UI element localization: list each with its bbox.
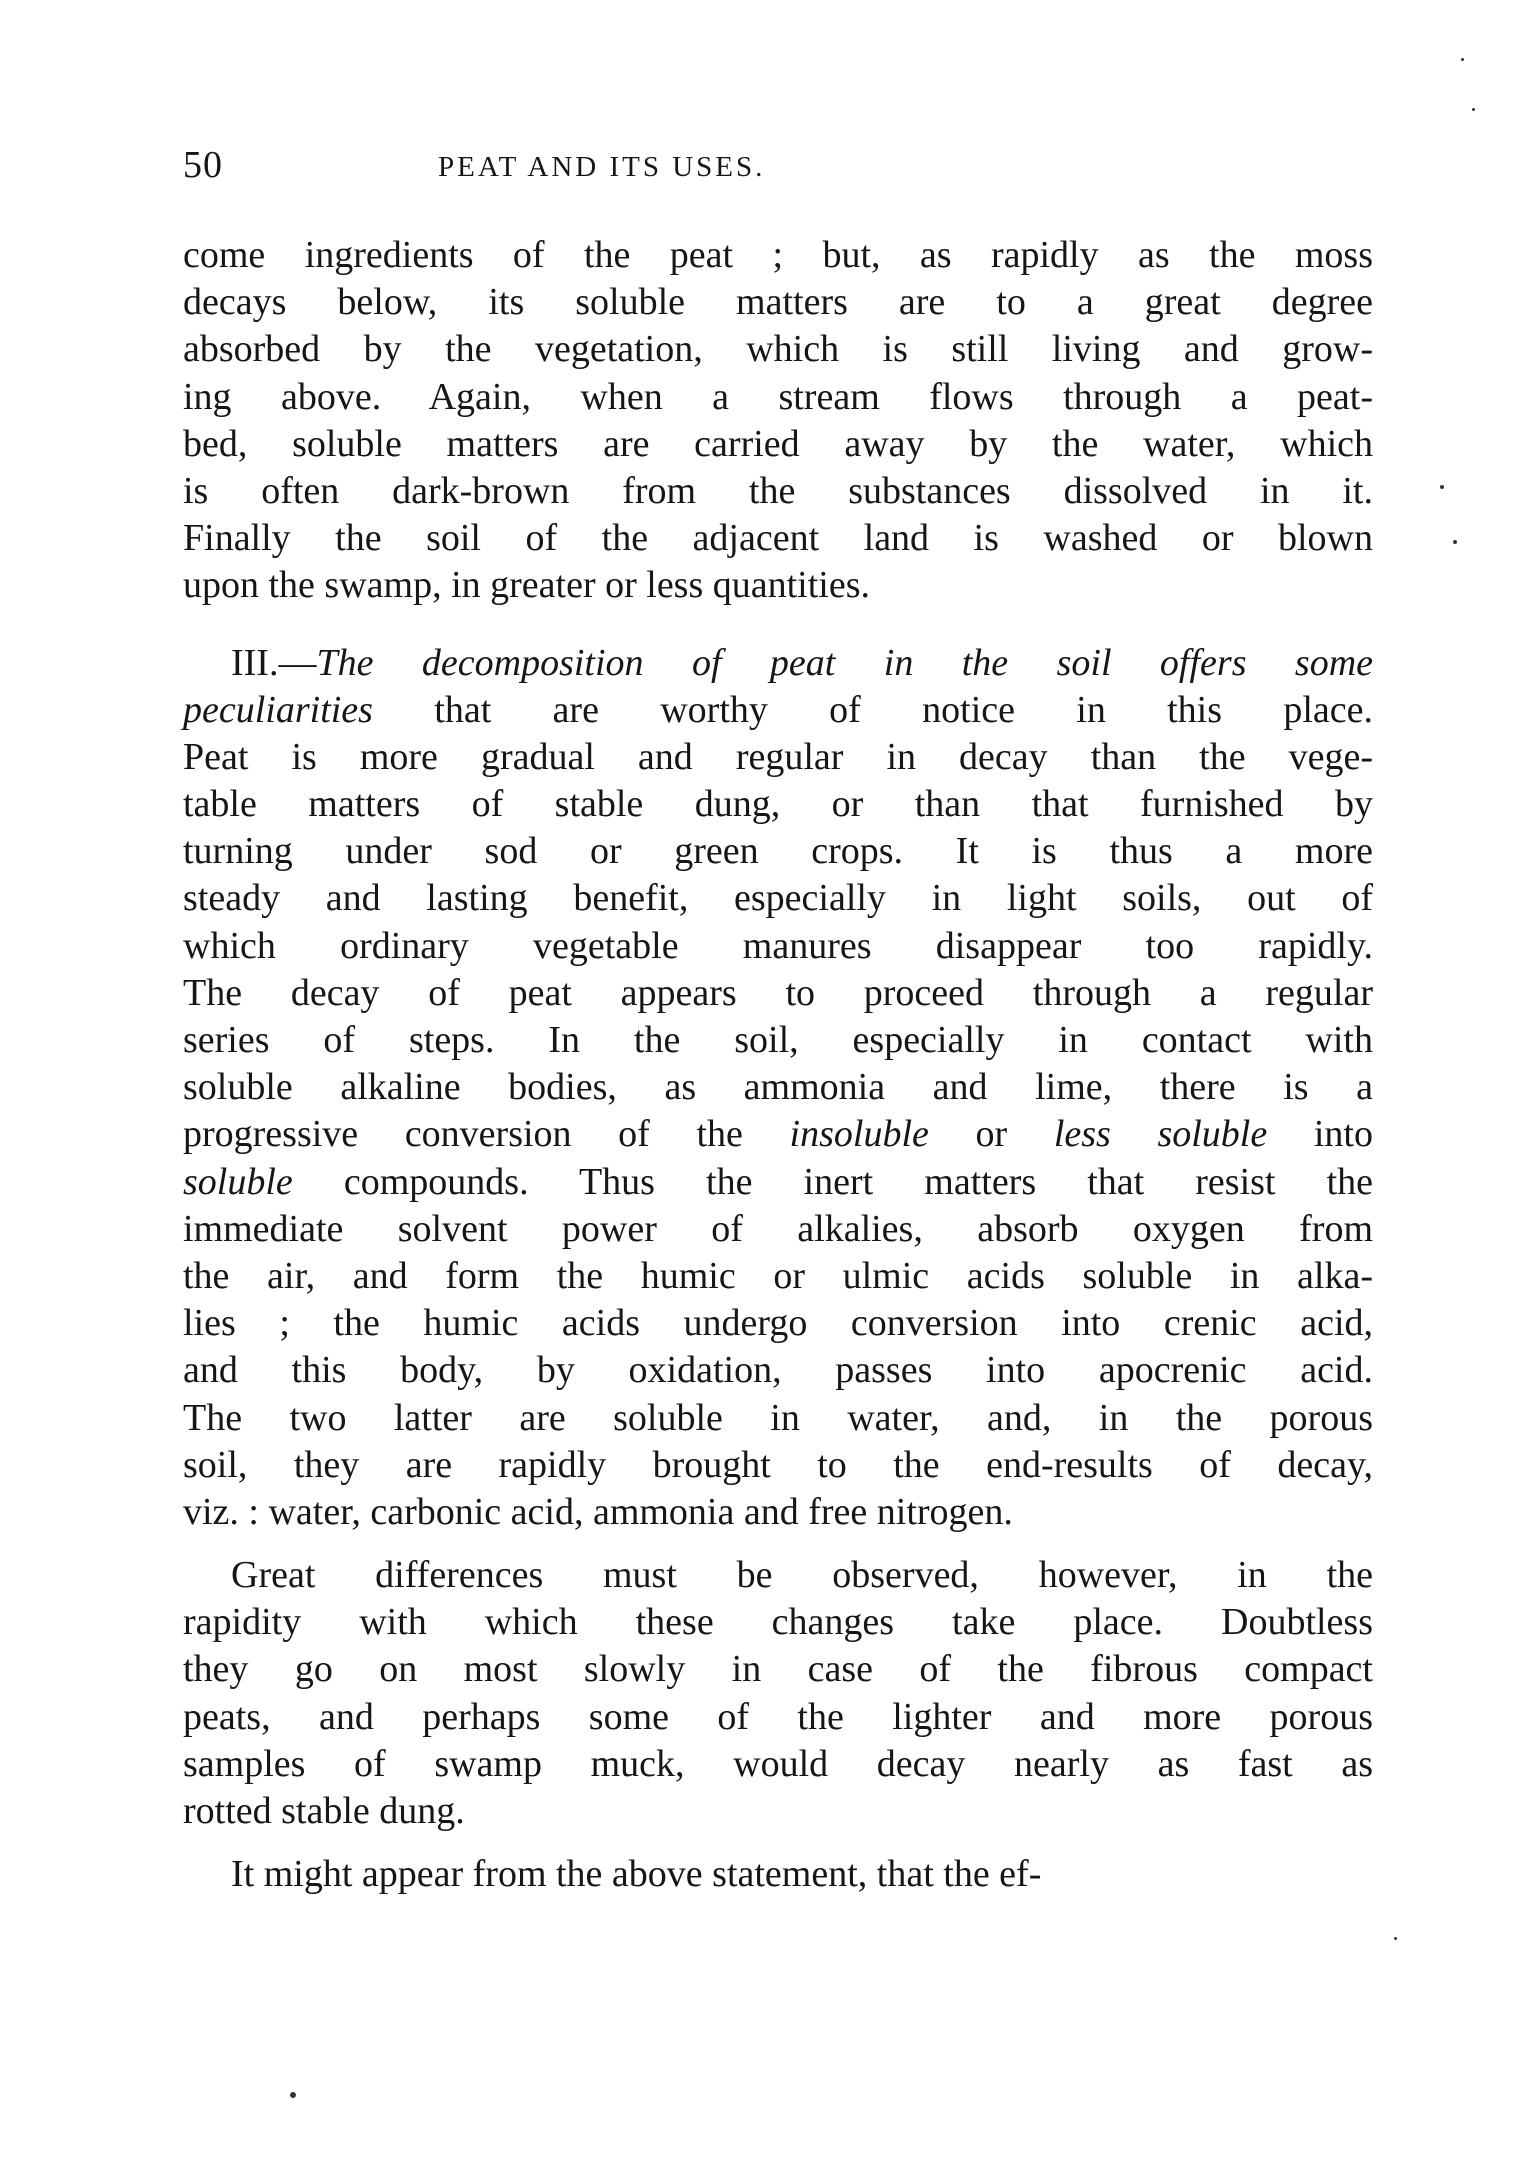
paragraph-4 — [183, 1851, 1373, 1898]
ink-speck — [1461, 58, 1464, 61]
ink-speck — [290, 2092, 296, 2098]
text-line — [183, 640, 1373, 687]
text-run: or — [928, 1113, 1054, 1156]
page-number: 50 — [183, 144, 223, 186]
text-line: upon the swamp, in greater or less quantities. — [183, 564, 871, 607]
italic-heading-end: peculiarities — [183, 688, 373, 731]
text-line: is often dark-brown from the substances dissolved in it. — [183, 469, 1373, 512]
text-run: that are worthy of notice in this place. — [372, 688, 1373, 731]
paragraph-spacer — [183, 1536, 1373, 1552]
text-line: series of steps. In the soil, especially in contact with — [183, 1019, 1373, 1061]
text-line: and this body, by oxidation, passes into apocrenic acid. — [183, 1349, 1373, 1392]
text-line: come ingredients of the peat ; but, as rapidly as the moss — [183, 234, 1373, 276]
text-line: peats, and perhaps some of the lighter and more porous — [183, 1695, 1373, 1738]
text-line: absorbed by the vegetation, which is still living and grow- — [183, 328, 1373, 371]
paragraph-spacer — [183, 610, 1373, 640]
italic-term: insoluble — [789, 1113, 929, 1156]
text-line: immediate solvent power of alkalies, absorb oxygen from — [183, 1207, 1373, 1250]
text-body — [183, 232, 1373, 1898]
paragraph-spacer — [183, 1835, 1373, 1851]
text-line: rapidity with which these changes take place. Doubtless — [183, 1601, 1373, 1644]
ink-speck — [1440, 485, 1444, 489]
text-line: soil, they are rapidly brought to the end-results of decay, — [183, 1443, 1373, 1486]
italic-term: less soluble — [1053, 1113, 1268, 1156]
text-line: turning under sod or green crops. It is thus a more — [183, 830, 1373, 873]
italic-heading: The decomposition of peat in the soil offers some — [316, 641, 1373, 684]
text-line: Peat is more gradual and regular in decay than the vege- — [183, 735, 1373, 778]
text-run: progressive conversion of the — [183, 1113, 790, 1156]
ink-speck — [1453, 540, 1457, 544]
text-line: Finally the soil of the adjacent land is washed or blown — [183, 517, 1373, 560]
text-line: The decay of peat appears to proceed through a regular — [183, 971, 1373, 1014]
text-run: compounds. Thus the inert matters that resist the — [292, 1160, 1373, 1203]
paragraph-2 — [183, 640, 1373, 1537]
paragraph-3 — [183, 1552, 1373, 1835]
text-line: lies ; the humic acids undergo conversion into crenic acid, — [183, 1302, 1373, 1345]
text-line: soluble alkaline bodies, as ammonia and lime, there is a — [183, 1066, 1373, 1109]
text-line: table matters of stable dung, or than that furnished by — [183, 783, 1373, 826]
text-line: It might appear from the above statement, that the ef- — [231, 1853, 1042, 1896]
ink-speck — [1394, 1937, 1397, 1940]
text-line: decays below, its soluble matters are to a great degree — [183, 281, 1373, 324]
text-line: samples of swamp muck, would decay nearly as fast as — [183, 1742, 1373, 1785]
text-line: viz. : water, carbonic acid, ammonia and free nitrogen. — [183, 1490, 1013, 1533]
text-line: the air, and form the humic or ulmic acids soluble in alka- — [183, 1254, 1373, 1297]
text-line — [183, 1111, 1373, 1158]
running-title: PEAT AND ITS USES. — [438, 151, 766, 183]
text-line: rotted stable dung. — [183, 1790, 465, 1832]
text-line: The two latter are soluble in water, and, in the porous — [183, 1396, 1373, 1439]
text-line: bed, soluble matters are carried away by the water, which — [183, 422, 1373, 465]
text-line: ing above. Again, when a stream flows through a peat- — [183, 375, 1373, 418]
paragraph-1 — [183, 232, 1373, 610]
text-run: into — [1267, 1113, 1373, 1156]
text-line — [183, 687, 1373, 734]
text-line: they go on most slowly in case of the fibrous compact — [183, 1648, 1373, 1691]
text-line: steady and lasting benefit, especially in light soils, out of — [183, 877, 1373, 920]
italic-term: soluble — [183, 1160, 293, 1203]
text-line: which ordinary vegetable manures disappear too rapidly. — [183, 924, 1373, 967]
text-line — [183, 1159, 1373, 1206]
section-numeral: III.— — [231, 641, 317, 684]
ink-speck — [1472, 108, 1475, 111]
text-line: Great differences must be observed, however, in the — [231, 1554, 1373, 1597]
running-head — [183, 143, 1373, 193]
